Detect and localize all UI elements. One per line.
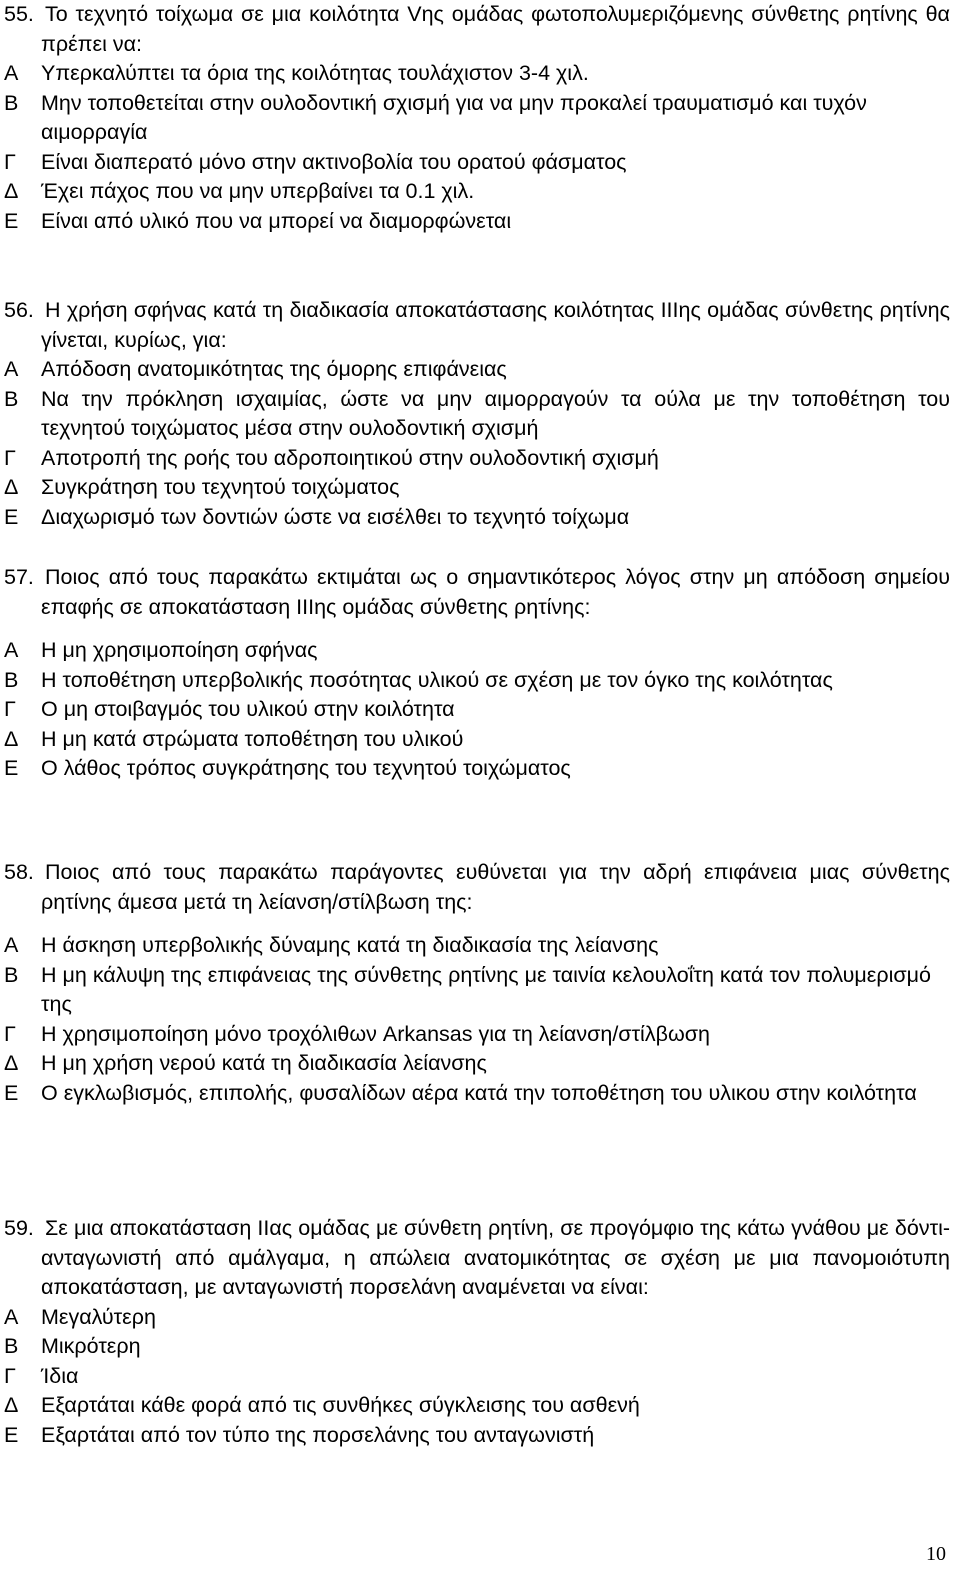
option-text — [41, 961, 950, 1020]
option-d — [4, 177, 950, 207]
option-e — [4, 1079, 950, 1109]
option-text: Η χρησιμοποίηση μόνο τροχόλιθων Arkansas για τη λείανση/στίλβωση — [41, 1021, 710, 1046]
option-text-line: της — [41, 992, 72, 1016]
option-text: Μικρότερη — [41, 1334, 141, 1358]
option-text: Υπερκαλύπτει τα όρια της κοιλότητας τουλάχιστον 3-4 χιλ. — [41, 61, 589, 85]
option-b — [4, 89, 950, 148]
option-text: Εξαρτάται κάθε φορά από τις συνθήκες σύγκλεισης του ασθενή — [41, 1393, 640, 1417]
question-stem — [4, 1214, 950, 1303]
option-text: Η μη χρησιμοποίηση σφήνας — [41, 638, 318, 662]
option-letter: Α — [4, 1304, 19, 1329]
option-c — [4, 1020, 950, 1050]
option-text-line: αιμορραγία — [41, 120, 148, 144]
option-e — [4, 1421, 950, 1451]
option-letter: Α — [4, 638, 19, 662]
question-59 — [4, 1214, 950, 1450]
option-a — [4, 1303, 950, 1333]
option-e — [4, 207, 950, 237]
option-letter: Δ — [4, 179, 19, 203]
option-letter: Β — [4, 962, 19, 987]
option-letter: Α — [4, 933, 19, 957]
option-e — [4, 503, 950, 533]
option-text: Ο εγκλωβισμός, επιπολής, φυσαλίδων αέρα κατά την τοποθέτηση του υλικου στην κοιλότητα — [41, 1080, 917, 1105]
option-c — [4, 444, 950, 474]
option-text: Η μη κατά στρώματα τοποθέτηση του υλικού — [41, 726, 464, 751]
option-d — [4, 725, 950, 755]
page-number: 10 — [926, 1543, 946, 1565]
question-stem — [4, 563, 950, 622]
question-text: Ποιος από τους παρακάτω παράγοντες ευθύνεται για την αδρή επιφάνεια μιας σύνθετης ρητίνης άμεσα μετά τη λείανση/στίλβωση της: — [41, 860, 950, 914]
option-letter: Ε — [4, 1422, 19, 1447]
option-text: Διαχωρισμό των δοντιών ώστε να εισέλθει το τεχνητό τοίχωμα — [41, 504, 630, 529]
option-letter: Ε — [4, 504, 19, 529]
spacer — [4, 622, 950, 636]
option-text: Ο μη στοιβαγμός του υλικού στην κοιλότητα — [41, 697, 455, 721]
option-text: Είναι από υλικό που να μπορεί να διαμορφώνεται — [41, 208, 512, 233]
option-text: Η τοποθέτηση υπερβολικής ποσότητας υλικού σε σχέση με τον όγκο της κοιλότητας — [41, 667, 833, 692]
option-letter: Ε — [4, 208, 19, 233]
spacer — [4, 917, 950, 931]
option-letter: Ε — [4, 756, 19, 780]
question-56 — [4, 296, 950, 532]
option-text: Ίδια — [41, 1363, 79, 1388]
option-letter: Β — [4, 386, 19, 411]
option-b — [4, 1332, 950, 1362]
option-a — [4, 59, 950, 89]
option-d — [4, 1391, 950, 1421]
question-text: Η χρήση σφήνας κατά τη διαδικασία αποκατάστασης κοιλότητας ΙΙΙης ομάδας σύνθετης ρητίνης γίνεται, κυρίως, για: — [41, 298, 950, 352]
option-letter: Δ — [4, 726, 19, 751]
option-text: Η άσκηση υπερβολικής δύναμης κατά τη διαδικασία της λείανσης — [41, 933, 659, 957]
question-text: Το τεχνητό τοίχωμα σε μια κοιλότητα Vης ομάδας φωτοπολυμεριζόμενης σύνθετης ρητίνης θα πρέπει να: — [41, 2, 950, 56]
option-letter: Β — [4, 1334, 19, 1358]
option-text: Μεγαλύτερη — [41, 1304, 156, 1329]
option-letter: Γ — [4, 1021, 16, 1046]
option-letter: Ε — [4, 1080, 19, 1105]
option-a — [4, 355, 950, 385]
option-text-line: Μην τοποθετείται στην ουλοδοντική σχισμή για να μην προκαλεί τραυματισμό και τυχόν — [41, 90, 867, 115]
option-text: Ο λάθος τρόπος συγκράτησης του τεχνητού τοιχώματος — [41, 756, 571, 780]
option-letter: Γ — [4, 1363, 16, 1388]
question-text: Σε μια αποκατάσταση ΙΙας ομάδας με σύνθετη ρητίνη, σε προγόμφιο της κάτω γνάθου με δόντι-ανταγωνιστή από αμάλγαμα, η απώλεια ανατομικότητας σε σχέση με μια πανομοιότυπη αποκατάσταση, με ανταγωνιστή πορσελάνη αναμένεται να είναι: — [41, 1216, 950, 1299]
question-stem — [4, 296, 950, 355]
question-55 — [4, 0, 950, 236]
option-a — [4, 931, 950, 961]
option-letter: Β — [4, 667, 19, 692]
option-text: Εξαρτάται από τον τύπο της πορσελάνης του ανταγωνιστή — [41, 1422, 595, 1447]
option-letter: Γ — [4, 149, 16, 174]
question-number: 56. — [4, 298, 34, 322]
option-c — [4, 148, 950, 178]
option-b — [4, 385, 950, 444]
option-text: Αποτροπή της ροής του αδροποιητικού στην ουλοδοντική σχισμή — [41, 445, 659, 470]
question-text: Ποιος από τους παρακάτω εκτιμάται ως ο σημαντικότερος λόγος στην μη απόδοση σημείου επαφής σε αποκατάσταση ΙΙΙης ομάδας σύνθετης ρητίνης: — [41, 565, 950, 619]
option-letter: Γ — [4, 445, 16, 470]
question-stem — [4, 0, 950, 59]
question-58 — [4, 858, 950, 1108]
option-letter: Α — [4, 61, 19, 85]
option-text: Απόδοση ανατομικότητας της όμορης επιφάνειας — [41, 357, 507, 381]
option-letter: Α — [4, 357, 19, 381]
option-c — [4, 1362, 950, 1392]
question-number: 59. — [4, 1216, 34, 1240]
option-e — [4, 754, 950, 784]
option-letter: Γ — [4, 697, 16, 721]
option-d — [4, 473, 950, 503]
question-57 — [4, 563, 950, 784]
option-letter: Β — [4, 90, 19, 115]
option-text: Έχει πάχος που να μην υπερβαίνει τα 0.1 χιλ. — [41, 179, 475, 203]
option-text: Είναι διαπερατό μόνο στην ακτινοβολία του ορατού φάσματος — [41, 149, 627, 174]
question-number: 58. — [4, 860, 34, 884]
option-text: Να την πρόκληση ισχαιμίας, ώστε να μην αιμορραγούν τα ούλα με την τοποθέτηση του τεχνητού τοιχώματος μέσα στην ουλοδοντική σχισμή — [41, 386, 950, 440]
option-text: Συγκράτηση του τεχνητού τοιχώματος — [41, 475, 400, 499]
question-number: 55. — [4, 2, 34, 26]
option-a — [4, 636, 950, 666]
question-stem — [4, 858, 950, 917]
question-number: 57. — [4, 565, 34, 589]
option-letter: Δ — [4, 475, 19, 499]
option-b — [4, 961, 950, 1020]
option-text-line: Η μη κάλυψη της επιφάνειας της σύνθετης ρητίνης με ταινία κελουλοΐτη κατά τον πολυμερισμό — [41, 962, 931, 987]
option-c — [4, 695, 950, 725]
option-text: Η μη χρήση νερού κατά τη διαδικασία λείανσης — [41, 1051, 487, 1075]
option-b — [4, 666, 950, 696]
option-d — [4, 1049, 950, 1079]
option-letter: Δ — [4, 1393, 19, 1417]
option-text — [41, 89, 950, 148]
option-letter: Δ — [4, 1051, 19, 1075]
